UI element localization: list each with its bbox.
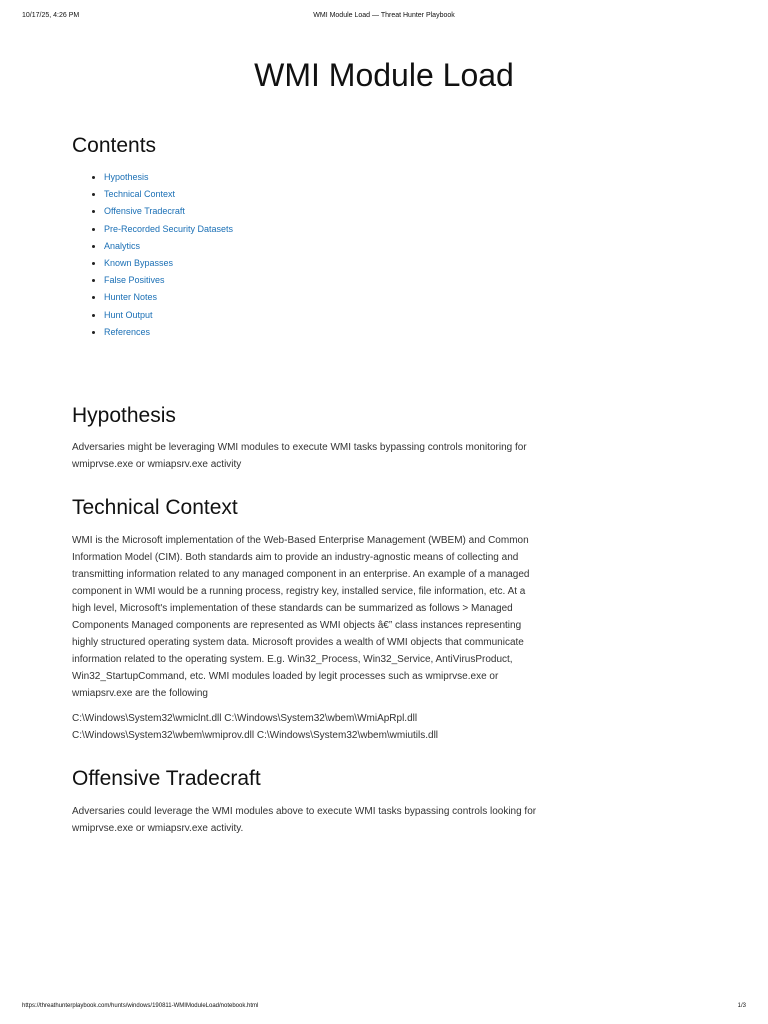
offensive-tradecraft-section (72, 766, 540, 837)
toc-link-hypothesis[interactable]: Hypothesis (104, 172, 149, 182)
offensive-tradecraft-heading: Offensive Tradecraft (72, 767, 261, 791)
toc-item (104, 272, 540, 289)
contents-section (72, 133, 540, 341)
toc-link-false-positives[interactable]: False Positives (104, 275, 165, 286)
toc-link-hunter-notes[interactable]: Hunter Notes (104, 292, 158, 303)
toc-item (104, 238, 540, 255)
print-document-title: WMI Module Load — Threat Hunter Playbook (313, 12, 455, 19)
toc-link-technical-context[interactable]: Technical Context (104, 189, 176, 200)
toc-list (72, 169, 540, 341)
toc-link-hunt-output[interactable]: Hunt Output (104, 309, 153, 320)
toc-link-references[interactable]: References (104, 326, 151, 337)
technical-context-paragraph: WMI is the Microsoft implementation of the Web-Based Enterprise Management (WBEM) and Common Information Model (CIM). Both standards aim to provide an industry-agnostic means of collecting and transmitting information related to any managed component in an enterprise. An example of a managed component in WMI would be a running process, registry key, installed service, file information, etc. At a high level, Microsoft's implementation of these standards can be summarized as follows > Managed Components Managed components are represented as WMI objects â€” class instances representing highly structured operating system data. Microsoft provides a wealth of WMI objects that communicate information related to the operating system. E.g. Win32_Process, Win32_Service, AntiVirusProduct, Win32_StartupCommand, etc. WMI modules loaded by legit processes such as wmiprvse.exe or wmiapsrv.exe are the following (72, 535, 530, 700)
technical-context-heading: Technical Context (72, 496, 238, 520)
toc-item (104, 186, 540, 203)
page-number: 1/3 (737, 1003, 746, 1009)
toc-item (104, 255, 540, 272)
print-datetime: 10/17/25, 4:26 PM (22, 12, 80, 19)
toc-item (104, 169, 540, 186)
hypothesis-section (72, 403, 540, 473)
toc-item (104, 324, 540, 341)
wmi-dll-list: C:\Windows\System32\wmiclnt.dll C:\Windows\System32\wbem\WmiApRpl.dll C:\Windows\System32\wbem\wmiprov.dll C:\Windows\System32\wbem\wmiutils.dll (72, 713, 439, 742)
print-footer (22, 1002, 746, 1012)
hypothesis-text: Adversaries might be leveraging WMI modules to execute WMI tasks bypassing controls monitoring for wmiprvse.exe or wmiapsrv.exe activity (72, 442, 527, 471)
toc-link-known-bypasses[interactable]: Known Bypasses (104, 258, 174, 269)
toc-link-analytics[interactable]: Analytics (104, 240, 141, 251)
toc-item (104, 307, 540, 324)
hypothesis-heading: Hypothesis (72, 404, 176, 428)
technical-context-section (72, 495, 540, 744)
toc-item (104, 289, 540, 306)
toc-link-offensive-tradecraft[interactable]: Offensive Tradecraft (104, 206, 185, 217)
toc-item (104, 203, 540, 220)
print-header (22, 12, 746, 24)
contents-heading: Contents (72, 134, 157, 157)
offensive-tradecraft-text: Adversaries could leverage the WMI modules above to execute WMI tasks bypassing controls looking for wmiprvse.exe or wmiapsrv.exe activity. (72, 806, 537, 835)
page-url: https://threathunterplaybook.com/hunts/windows/190811-WMIModuleLoad/notebook.html (22, 1003, 259, 1009)
main-content (72, 133, 540, 837)
toc-item (104, 221, 540, 238)
toc-link-pre-recorded-datasets[interactable]: Pre-Recorded Security Datasets (104, 223, 234, 234)
page-title: WMI Module Load (254, 57, 514, 93)
